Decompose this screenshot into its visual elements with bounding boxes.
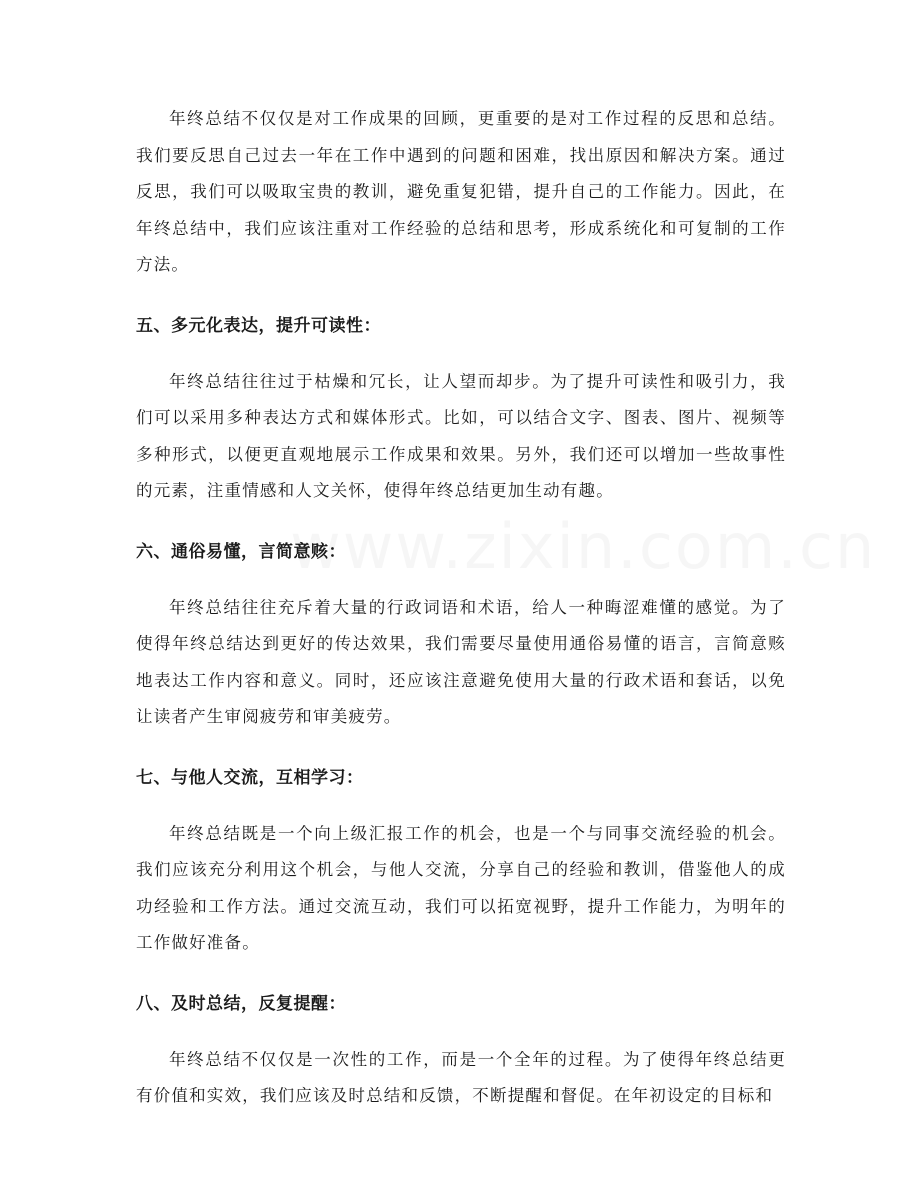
heading-section-5: 五、多元化表达，提升可读性： xyxy=(136,315,381,336)
paragraph-section-7: 年终总结既是一个向上级汇报工作的机会，也是一个与同事交流经验的机会。我们应该充分利用这个机会，与他人交流，分享自己的经验和教训，借鉴他人的成功经验和工作方法。通过交流互动，我们可以拓宽视野，提升工作能力，为明年的工作做好准备。 xyxy=(136,823,786,952)
document-page xyxy=(136,101,786,1115)
heading-section-7: 七、与他人交流，互相学习： xyxy=(136,767,364,788)
heading-section-6: 六、通俗易懂，言简意赅： xyxy=(136,541,346,562)
heading-section-8: 八、及时总结，反复提醒： xyxy=(136,993,346,1014)
paragraph-section-6: 年终总结往往充斥着大量的行政词语和术语，给人一种晦涩难懂的感觉。为了使得年终总结达到更好的传达效果，我们需要尽量使用通俗易懂的语言，言简意赅地表达工作内容和意义。同时，还应该注意避免使用大量的行政术语和套话，以免让读者产生审阅疲劳和审美疲劳。 xyxy=(136,597,786,726)
paragraph-section-8: 年终总结不仅仅是一次性的工作，而是一个全年的过程。为了使得年终总结更有价值和实效，我们应该及时总结和反馈，不断提醒和督促。在年初设定的目标和 xyxy=(136,1049,786,1105)
paragraph-section-5: 年终总结往往过于枯燥和冗长，让人望而却步。为了提升可读性和吸引力，我们可以采用多种表达方式和媒体形式。比如，可以结合文字、图表、图片、视频等多种形式，以便更直观地展示工作成果和效果。另外，我们还可以增加一些故事性的元素，注重情感和人文关怀，使得年终总结更加生动有趣。 xyxy=(136,371,786,500)
paragraph-reflection: 年终总结不仅仅是对工作成果的回顾，更重要的是对工作过程的反思和总结。我们要反思自己过去一年在工作中遇到的问题和困难，找出原因和解决方案。通过反思，我们可以吸取宝贵的教训，避免重复犯错，提升自己的工作能力。因此，在年终总结中，我们应该注重对工作经验的总结和思考，形成系统化和可复制的工作方法。 xyxy=(136,109,786,274)
